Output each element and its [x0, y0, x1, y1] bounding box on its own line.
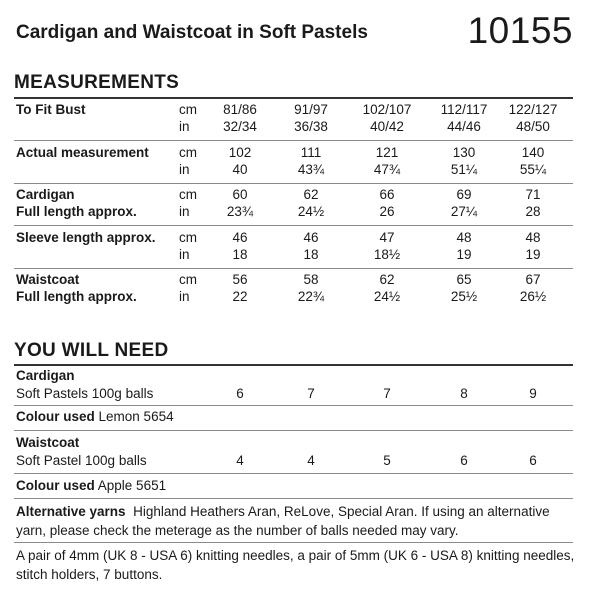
you-will-need-heading: YOU WILL NEED: [14, 340, 169, 361]
unit-label: in: [179, 289, 190, 304]
measurement-value: 140: [521, 145, 545, 160]
ball-count: 4: [236, 453, 244, 468]
measurement-value: 18½: [373, 247, 401, 262]
measurement-value: 48: [525, 230, 541, 245]
cardigan-colour-line: [16, 409, 174, 424]
waistcoat-yarn-title: Waistcoat: [16, 435, 80, 450]
ball-count: 6: [236, 386, 244, 401]
pattern-number: 10155: [467, 10, 573, 51]
measurement-value: 18: [303, 247, 319, 262]
unit-label: cm: [179, 272, 197, 287]
unit-label: cm: [179, 102, 197, 117]
measurement-value: 28: [525, 204, 541, 219]
row-divider: [14, 183, 573, 184]
measurement-value: 32/34: [223, 119, 257, 134]
waistcoat-yarn-label: Soft Pastel 100g balls: [16, 453, 147, 468]
you-will-need-divider: [14, 364, 573, 366]
unit-label: cm: [179, 230, 197, 245]
measurement-value: 24½: [373, 289, 401, 304]
measurement-value: 22¾: [297, 289, 325, 304]
measurement-value: 81/86: [223, 102, 257, 117]
measurement-value: 71: [525, 187, 541, 202]
measurement-label: Full length approx.: [16, 289, 137, 304]
measurement-value: 46: [232, 230, 248, 245]
measurement-label: To Fit Bust: [16, 102, 86, 117]
measurement-value: 121: [375, 145, 399, 160]
measurement-value: 130: [452, 145, 476, 160]
measurement-label: Cardigan: [16, 187, 75, 202]
measurement-value: 40/42: [370, 119, 404, 134]
alternative-yarns-label: Alternative yarns: [16, 504, 126, 519]
row-divider: [14, 405, 573, 406]
row-divider: [14, 225, 573, 226]
waistcoat-colour-value: Apple 5651: [97, 478, 167, 493]
measurement-value: 48/50: [516, 119, 550, 134]
ball-count: 7: [383, 386, 391, 401]
row-divider: [14, 542, 573, 543]
waistcoat-colour-line: [16, 478, 166, 493]
measurement-value: 47¾: [373, 162, 401, 177]
ball-count: 8: [460, 386, 468, 401]
measurement-value: 62: [379, 272, 395, 287]
measurement-value: 47: [379, 230, 395, 245]
cardigan-yarn-title: Cardigan: [16, 368, 75, 383]
measurement-value: 67: [525, 272, 541, 287]
row-divider: [14, 268, 573, 269]
measurement-value: 27¼: [450, 204, 478, 219]
measurement-value: 65: [456, 272, 472, 287]
ball-count: 6: [460, 453, 468, 468]
ball-count: 9: [529, 386, 537, 401]
measurement-value: 46: [303, 230, 319, 245]
measurement-value: 40: [232, 162, 248, 177]
row-divider: [14, 140, 573, 141]
row-divider: [14, 473, 573, 474]
measurement-value: 18: [232, 247, 248, 262]
measurement-value: 62: [303, 187, 319, 202]
measurement-value: 60: [232, 187, 248, 202]
unit-label: in: [179, 162, 190, 177]
row-divider: [14, 498, 573, 499]
measurement-value: 112/117: [440, 102, 488, 117]
measurements-divider: [14, 97, 573, 99]
measurement-value: 26½: [519, 289, 547, 304]
measurement-value: 48: [456, 230, 472, 245]
measurement-value: 56: [232, 272, 248, 287]
measurement-value: 69: [456, 187, 472, 202]
measurement-value: 51¼: [450, 162, 478, 177]
ball-count: 7: [307, 386, 315, 401]
unit-label: cm: [179, 145, 197, 160]
measurement-value: 22: [232, 289, 248, 304]
measurement-value: 66: [379, 187, 395, 202]
unit-label: in: [179, 247, 190, 262]
waistcoat-colour-label: Colour used: [16, 478, 95, 493]
pattern-title: Cardigan and Waistcoat in Soft Pastels: [16, 22, 368, 43]
measurement-value: 91/97: [294, 102, 328, 117]
measurement-value: 55¼: [519, 162, 547, 177]
cardigan-colour-value: Lemon 5654: [98, 409, 174, 424]
alternative-yarns-text: Highland Heathers Aran, ReLove, Special Aran. If using an alternative yarn, please check the meterage as the number of balls needed may vary.: [16, 504, 550, 538]
measurement-label: Waistcoat: [16, 272, 80, 287]
measurement-label: Sleeve length approx.: [16, 230, 156, 245]
measurement-value: 26: [379, 204, 395, 219]
cardigan-colour-label: Colour used: [16, 409, 95, 424]
alternative-yarns: [16, 502, 576, 540]
unit-label: in: [179, 204, 190, 219]
measurement-value: 102/107: [362, 102, 412, 117]
measurement-value: 24½: [297, 204, 325, 219]
measurement-value: 58: [303, 272, 319, 287]
measurement-value: 44/46: [447, 119, 481, 134]
unit-label: cm: [179, 187, 197, 202]
measurement-value: 19: [525, 247, 541, 262]
measurement-label: Full length approx.: [16, 204, 137, 219]
measurement-value: 122/127: [508, 102, 558, 117]
cardigan-yarn-label: Soft Pastels 100g balls: [16, 386, 154, 401]
ball-count: 6: [529, 453, 537, 468]
measurement-value: 25½: [450, 289, 478, 304]
unit-label: in: [179, 119, 190, 134]
ball-count: 5: [383, 453, 391, 468]
ball-count: 4: [307, 453, 315, 468]
measurement-value: 23¾: [226, 204, 254, 219]
measurement-value: 19: [456, 247, 472, 262]
measurement-value: 36/38: [294, 119, 328, 134]
measurements-heading: MEASUREMENTS: [14, 72, 180, 93]
row-divider: [14, 430, 573, 431]
needles-and-notions: A pair of 4mm (UK 8 - USA 6) knitting needles, a pair of 5mm (UK 6 - USA 8) knitting needles, stitch holders, 7 buttons.: [16, 548, 575, 582]
measurement-value: 43¾: [297, 162, 325, 177]
measurement-value: 111: [300, 145, 322, 160]
measurement-label: Actual measurement: [16, 145, 149, 160]
measurement-value: 102: [228, 145, 252, 160]
